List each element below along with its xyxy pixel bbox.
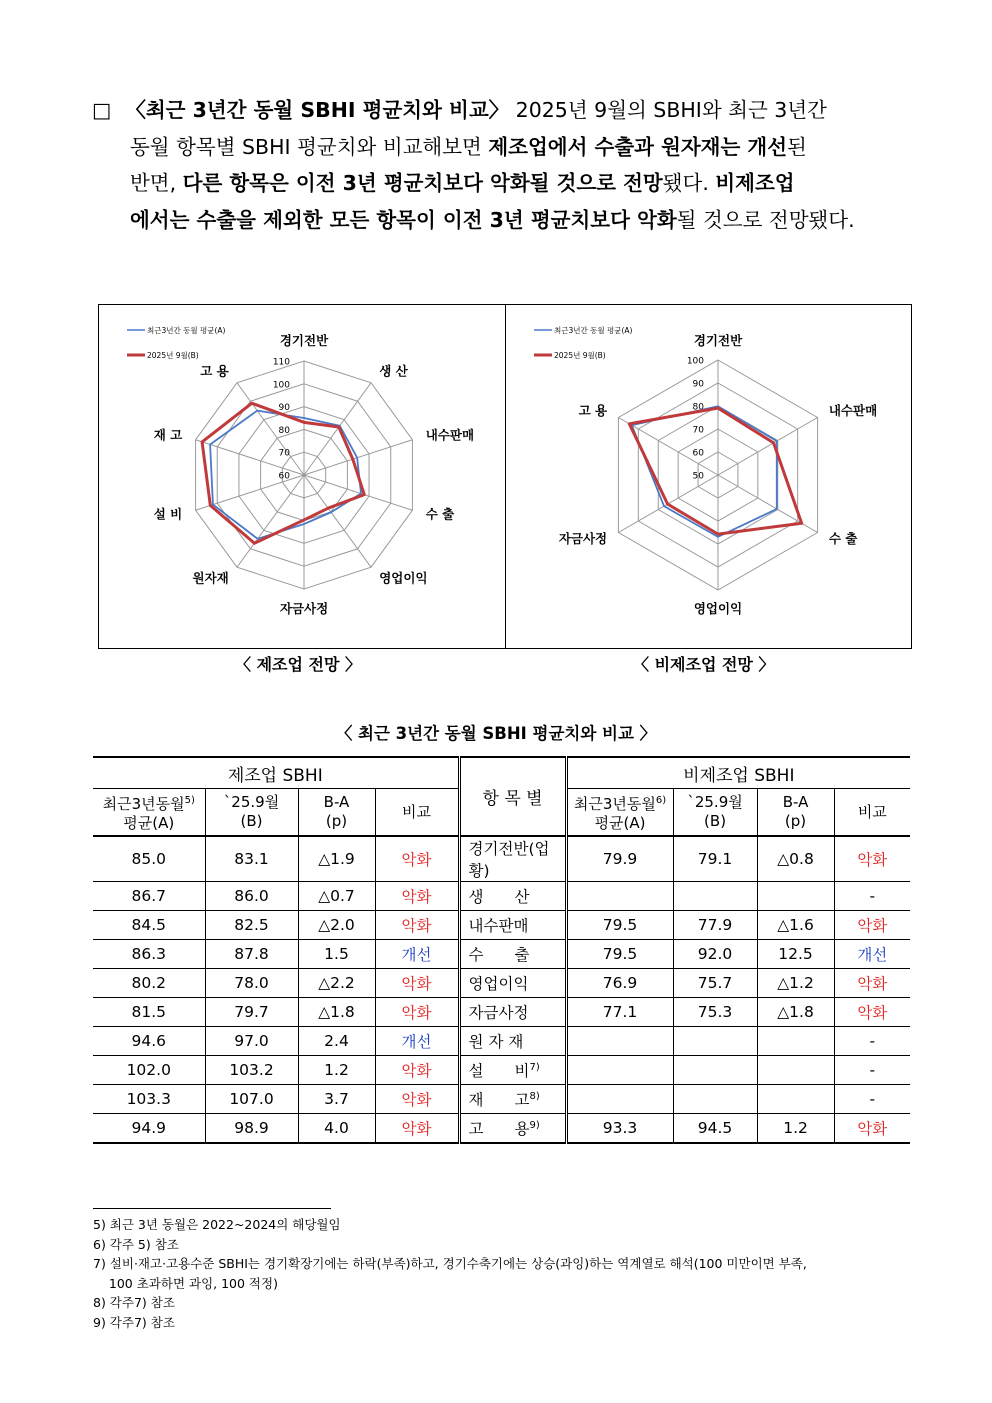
item-name-cell: 설 비$^{7)}$	[459, 1056, 566, 1085]
manufacturing-sep-cell: 87.8	[205, 940, 298, 969]
manufacturing-avg-cell: 84.5	[93, 911, 205, 940]
axis-label: 자금사정	[279, 601, 329, 616]
summary-line-3	[92, 165, 904, 202]
summary-emphasis: 다른 항목은 이전 3년 평균치보다 악화될 것으로 전망	[182, 171, 663, 195]
col-header-compare: 비교	[375, 789, 459, 837]
axis-label: 경기전반	[279, 333, 329, 348]
nonmanufacturing-avg-cell	[566, 1056, 673, 1085]
table-row	[93, 969, 910, 998]
axis-label: 자금사정	[558, 531, 608, 546]
nonmanufacturing-sep-cell: 77.9	[673, 911, 757, 940]
summary-line-4	[92, 202, 904, 239]
nonmanufacturing-avg-cell: 79.5	[566, 940, 673, 969]
nonmanufacturing-sep-cell	[673, 1056, 757, 1085]
nonmanufacturing-compare-cell: 악화	[834, 911, 910, 940]
tick-label: 60	[278, 471, 290, 482]
nonmanufacturing-sep-cell: 75.3	[673, 998, 757, 1027]
col-header-avg-a: 최근3년동월$^{5)}$ 평균(A)	[93, 789, 205, 837]
summary-line-2	[92, 129, 904, 166]
axis-label: 경기전반	[693, 333, 743, 348]
manufacturing-avg-cell: 94.9	[93, 1114, 205, 1144]
legend-label: 2025년 9월(B)	[554, 351, 606, 360]
table-row	[93, 940, 910, 969]
item-name-cell: 내수판매	[459, 911, 566, 940]
manufacturing-sep-cell: 97.0	[205, 1027, 298, 1056]
sbhi-comparison-table	[93, 756, 910, 1144]
nonmanufacturing-avg-cell: 76.9	[566, 969, 673, 998]
axis-label: 수 출	[828, 531, 858, 546]
nonmanufacturing-sep-cell: 92.0	[673, 940, 757, 969]
axis-label: 영업이익	[379, 570, 428, 586]
table-row	[93, 1085, 910, 1114]
nonmanufacturing-avg-cell	[566, 1027, 673, 1056]
nonmanufacturing-sep-cell	[673, 882, 757, 911]
axis-label: 생 산	[379, 363, 408, 379]
nonmanufacturing-diff-cell	[757, 1027, 834, 1056]
nonmanufacturing-diff-cell: △1.8	[757, 998, 834, 1027]
axis-label: 고 용	[200, 363, 229, 379]
item-name-cell: 생 산	[459, 882, 566, 911]
axis-label: 내수판매	[425, 427, 475, 443]
series-line	[629, 408, 801, 534]
nonmanufacturing-sep-cell	[673, 1085, 757, 1114]
tick-label: 70	[692, 425, 704, 436]
manufacturing-compare-cell: 악화	[375, 1085, 459, 1114]
manufacturing-compare-cell: 개선	[375, 940, 459, 969]
item-name-cell: 자금사정	[459, 998, 566, 1027]
axis-label: 설 비	[153, 506, 183, 522]
summary-text: 됐다.	[662, 171, 716, 195]
nonmanufacturing-avg-cell	[566, 1085, 673, 1114]
nonmanufacturing-compare-cell: 개선	[834, 940, 910, 969]
footnotes	[93, 1208, 923, 1332]
summary-text: 된	[787, 134, 807, 159]
nonmanufacturing-compare-cell: 악화	[834, 1114, 910, 1144]
item-name-cell: 원 자 재	[459, 1027, 566, 1056]
summary-paragraph	[92, 92, 904, 238]
tick-label: 80	[278, 425, 290, 436]
manufacturing-sep-cell: 83.1	[205, 836, 298, 882]
footnote: 7) 설비·재고·고용수준 SBHI는 경기확장기에는 하락(부족)하고, 경기수축기에는 상승(과잉)하는 역계열로 해석(100 미만이면 부족,	[93, 1256, 807, 1271]
nonmanufacturing-compare-cell: 악화	[834, 998, 910, 1027]
bullet-box: □	[92, 98, 112, 122]
nonmanufacturing-avg-cell: 77.1	[566, 998, 673, 1027]
nonmanufacturing-compare-cell: 악화	[834, 969, 910, 998]
table-title: 〈 최근 3년간 동월 SBHI 평균치와 비교 〉	[335, 724, 657, 743]
manufacturing-diff-cell: △2.0	[298, 911, 375, 940]
legend-label: 2025년 9월(B)	[147, 351, 199, 360]
manufacturing-avg-cell: 81.5	[93, 998, 205, 1027]
table-row	[93, 1027, 910, 1056]
item-header: 항 목 별	[459, 757, 566, 836]
nonmanufacturing-compare-cell: -	[834, 1085, 910, 1114]
item-name-cell: 수 출	[459, 940, 566, 969]
manufacturing-diff-cell: 2.4	[298, 1027, 375, 1056]
manufacturing-sep-cell: 78.0	[205, 969, 298, 998]
footnote: 8) 각주7) 참조	[93, 1295, 175, 1310]
legend-label: 최근3년간 동월 평균(A)	[554, 326, 633, 335]
manufacturing-sep-cell: 79.7	[205, 998, 298, 1027]
table-row	[93, 1056, 910, 1085]
table-row	[93, 911, 910, 940]
nonmanufacturing-sep-cell: 75.7	[673, 969, 757, 998]
nonmanufacturing-diff-cell	[757, 1085, 834, 1114]
footnote: 5) 최근 3년 동월은 2022~2024의 해당월임	[93, 1217, 341, 1232]
axis-label: 내수판매	[828, 403, 878, 418]
footnote: 100 초과하면 과잉, 100 적정)	[93, 1275, 278, 1291]
tick-label: 80	[692, 402, 704, 413]
manufacturing-avg-cell: 102.0	[93, 1056, 205, 1085]
tick-label: 90	[278, 403, 290, 414]
manufacturing-compare-cell: 악화	[375, 998, 459, 1027]
tick-label: 110	[272, 357, 290, 368]
summary-emphasis: 비제조업	[715, 171, 795, 195]
nonmanufacturing-compare-cell: -	[834, 1027, 910, 1056]
col-header-diff: B-A (p)	[757, 789, 834, 837]
grid-spoke	[718, 418, 818, 476]
manufacturing-avg-cell: 80.2	[93, 969, 205, 998]
nonmanufacturing-avg-cell: 79.9	[566, 836, 673, 882]
manufacturing-sep-cell: 98.9	[205, 1114, 298, 1144]
manufacturing-compare-cell: 악화	[375, 1114, 459, 1144]
manufacturing-sep-cell: 107.0	[205, 1085, 298, 1114]
table-row	[93, 1114, 910, 1144]
axis-label: 원자재	[192, 570, 229, 586]
grid-spoke	[237, 383, 304, 475]
manufacturing-compare-cell: 악화	[375, 1056, 459, 1085]
nonmanufacturing-diff-cell	[757, 882, 834, 911]
nonmanufacturing-diff-cell: 12.5	[757, 940, 834, 969]
footnote: 6) 각주 5) 참조	[93, 1236, 179, 1252]
manufacturing-compare-cell: 악화	[375, 882, 459, 911]
tick-label: 50	[692, 471, 704, 482]
nonmanufacturing-diff-cell: △0.8	[757, 836, 834, 882]
nonmanufacturing-sep-cell: 94.5	[673, 1114, 757, 1144]
manufacturing-compare-cell: 개선	[375, 1027, 459, 1056]
footnote: 9) 각주7) 참조	[93, 1314, 175, 1330]
summary-line-1	[92, 92, 904, 129]
radar-charts-frame	[98, 304, 912, 649]
tick-label: 100	[686, 356, 704, 367]
manufacturing-sep-cell: 82.5	[205, 911, 298, 940]
nonmanufacturing-caption: 〈 비제조업 전망 〉	[633, 655, 775, 674]
manufacturing-compare-cell: 악화	[375, 911, 459, 940]
manufacturing-avg-cell: 86.7	[93, 882, 205, 911]
manufacturing-avg-cell: 85.0	[93, 836, 205, 882]
summary-text: 동월 항목별 SBHI 평균치와 비교해보면	[130, 134, 489, 159]
manufacturing-diff-cell: △2.2	[298, 969, 375, 998]
col-header-b: `25.9월 (B)	[205, 789, 298, 837]
summary-emphasis: 제조업에서 수출과 원자재는 개선	[488, 134, 788, 159]
table-row	[93, 836, 910, 882]
item-name-cell: 재 고$^{8)}$	[459, 1085, 566, 1114]
table-row	[93, 882, 910, 911]
item-name-cell: 영업이익	[459, 969, 566, 998]
manufacturing-avg-cell: 103.3	[93, 1085, 205, 1114]
col-header-b: `25.9월 (B)	[673, 789, 757, 837]
manufacturing-compare-cell: 악화	[375, 969, 459, 998]
manufacturing-diff-cell: 1.2	[298, 1056, 375, 1085]
axis-label: 고 용	[578, 403, 608, 418]
col-header-diff: B-A (p)	[298, 789, 375, 837]
col-header-compare: 비교	[834, 789, 910, 837]
nonmanufacturing-sep-cell: 79.1	[673, 836, 757, 882]
nonmanufacturing-avg-cell	[566, 882, 673, 911]
manufacturing-diff-cell: 4.0	[298, 1114, 375, 1144]
legend-label: 최근3년간 동월 평균(A)	[147, 326, 226, 335]
summary-heading: 〈최근 3년간 동월 SBHI 평균치와 비교〉	[125, 98, 510, 122]
manufacturing-diff-cell: △1.8	[298, 998, 375, 1027]
item-name-cell: 경기전반(업황)	[459, 836, 566, 882]
nonmanufacturing-avg-cell: 93.3	[566, 1114, 673, 1144]
nonmanufacturing-compare-cell: -	[834, 1056, 910, 1085]
item-name-cell: 고 용$^{9)}$	[459, 1114, 566, 1144]
tick-label: 60	[692, 448, 704, 459]
nonmanufacturing-group-header: 비제조업 SBHI	[566, 757, 910, 789]
manufacturing-avg-cell: 94.6	[93, 1027, 205, 1056]
nonmanufacturing-diff-cell: 1.2	[757, 1114, 834, 1144]
nonmanufacturing-avg-cell: 79.5	[566, 911, 673, 940]
manufacturing-compare-cell: 악화	[375, 836, 459, 882]
manufacturing-sep-cell: 103.2	[205, 1056, 298, 1085]
nonmanufacturing-compare-cell: -	[834, 882, 910, 911]
manufacturing-group-header: 제조업 SBHI	[93, 757, 459, 789]
manufacturing-sep-cell: 86.0	[205, 882, 298, 911]
manufacturing-diff-cell: △0.7	[298, 882, 375, 911]
manufacturing-caption: 〈 제조업 전망 〉	[235, 655, 361, 674]
axis-label: 재 고	[153, 427, 183, 443]
manufacturing-diff-cell: 3.7	[298, 1085, 375, 1114]
nonmanufacturing-diff-cell: △1.2	[757, 969, 834, 998]
summary-text: 반면,	[130, 171, 183, 195]
summary-emphasis: 에서는 수출을 제외한 모든 항목이 이전 3년 평균치보다 악화	[130, 207, 677, 232]
nonmanufacturing-diff-cell: △1.6	[757, 911, 834, 940]
nonmanufacturing-radar-chart	[506, 305, 911, 648]
nonmanufacturing-sep-cell	[673, 1027, 757, 1056]
nonmanufacturing-diff-cell	[757, 1056, 834, 1085]
axis-label: 영업이익	[693, 601, 743, 616]
table-row	[93, 998, 910, 1027]
axis-label: 수 출	[425, 506, 455, 522]
manufacturing-diff-cell: △1.9	[298, 836, 375, 882]
summary-text: 될 것으로 전망됐다.	[676, 207, 855, 232]
grid-spoke	[237, 475, 304, 567]
tick-label: 90	[692, 379, 704, 390]
manufacturing-radar-chart	[99, 305, 504, 648]
manufacturing-diff-cell: 1.5	[298, 940, 375, 969]
manufacturing-avg-cell: 86.3	[93, 940, 205, 969]
summary-text: 2025년 9월의 SBHI와 최근 3년간	[509, 98, 827, 122]
tick-label: 70	[278, 448, 290, 459]
tick-label: 100	[272, 380, 290, 391]
grid-spoke	[304, 383, 371, 475]
col-header-avg-a: 최근3년동월$^{6)}$ 평균(A)	[566, 789, 673, 837]
footnote-rule	[93, 1208, 331, 1209]
nonmanufacturing-compare-cell: 악화	[834, 836, 910, 882]
